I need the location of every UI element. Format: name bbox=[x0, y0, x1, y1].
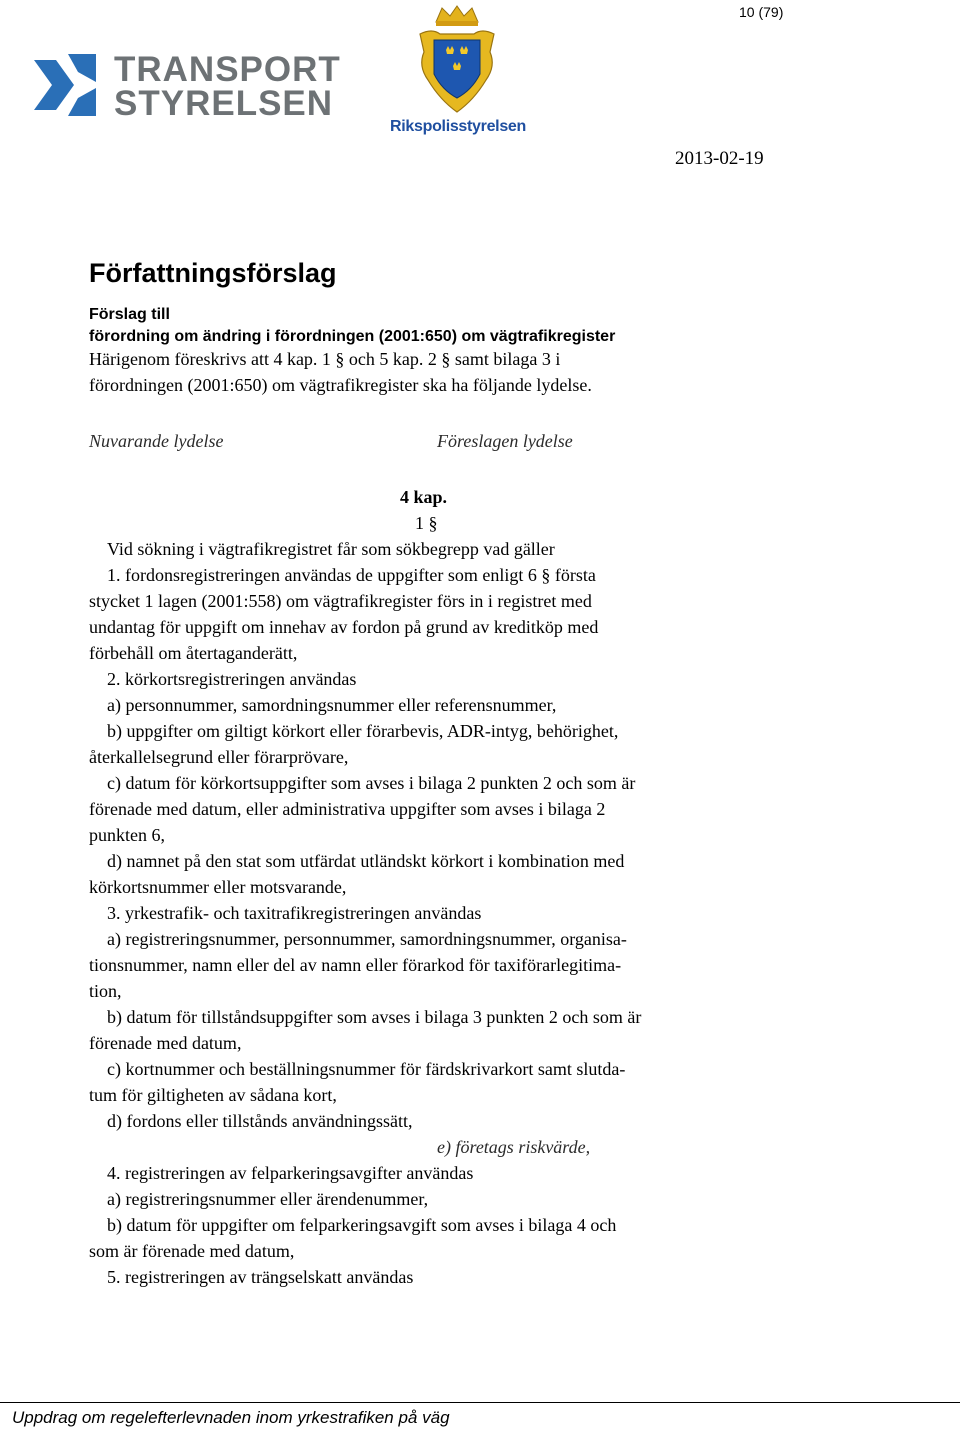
body-line: 3. yrkestrafik- och taxitrafikregistreringen användas bbox=[107, 903, 482, 923]
body-line: a) registreringsnummer, personnummer, samordningsnummer, organisa- bbox=[107, 929, 627, 949]
body-line: tum för giltigheten av sådana kort, bbox=[89, 1085, 337, 1105]
body-line: förbehåll om återtaganderätt, bbox=[89, 643, 298, 663]
intro-line: förordningen (2001:650) om vägtrafikregister ska ha följande lydelse. bbox=[89, 375, 592, 395]
proposal-name: förordning om ändring i förordningen (2001:650) om vägtrafikregister bbox=[89, 328, 616, 345]
proposed-addition-line: e) företags riskvärde, bbox=[437, 1137, 591, 1157]
body-line: 1. fordonsregistreringen användas de uppgifter som enligt 6 § första bbox=[107, 565, 596, 585]
transportstyrelsen-mark-icon bbox=[34, 54, 96, 116]
body-line: 4. registreringen av felparkeringsavgifter användas bbox=[107, 1163, 474, 1183]
body-line: tion, bbox=[89, 981, 122, 1001]
logo-word-transport: TRANSPORT bbox=[114, 50, 341, 89]
body-line: d) fordons eller tillstånds användningssätt, bbox=[107, 1111, 413, 1131]
rikspolisstyrelsen-logo bbox=[380, 4, 536, 140]
body-line: förenade med datum, bbox=[89, 1033, 242, 1053]
proposal-subtitle: Förslag till bbox=[89, 306, 170, 323]
logo-word-styrelsen: STYRELSEN bbox=[114, 84, 334, 123]
body-line: återkallelsegrund eller förarprövare, bbox=[89, 747, 349, 767]
body-line: 5. registreringen av trängselskatt användas bbox=[107, 1267, 414, 1287]
body-line: a) personnummer, samordningsnummer eller referensnummer, bbox=[107, 695, 557, 715]
body-line: 2. körkortsregistreringen användas bbox=[107, 669, 357, 689]
body-line: c) datum för körkortsuppgifter som avses i bilaga 2 punkten 2 och som är bbox=[107, 773, 636, 793]
body-line: b) uppgifter om giltigt körkort eller förarbevis, ADR-intyg, behörighet, bbox=[107, 721, 619, 741]
police-crest-icon bbox=[416, 4, 498, 116]
column-heading-proposed: Föreslagen lydelse bbox=[437, 431, 573, 451]
body-line: punkten 6, bbox=[89, 825, 165, 845]
body-line: tionsnummer, namn eller del av namn eller förarkod för taxiförarlegitima- bbox=[89, 955, 622, 975]
rikspolisstyrelsen-name: Rikspolisstyrelsen bbox=[390, 118, 526, 135]
body-line: undantag för uppgift om innehav av fordon på grund av kreditköp med bbox=[89, 617, 599, 637]
transportstyrelsen-logo bbox=[34, 50, 341, 123]
body-line: stycket 1 lagen (2001:558) om vägtrafikregister förs in i registret med bbox=[89, 591, 592, 611]
document-date: 2013-02-19 bbox=[675, 148, 764, 169]
body-line: b) datum för tillståndsuppgifter som avses i bilaga 3 punkten 2 och som är bbox=[107, 1007, 642, 1027]
section-heading: 1 § bbox=[415, 513, 438, 533]
body-line: d) namnet på den stat som utfärdat utländskt körkort i kombination med bbox=[107, 851, 625, 871]
footer-text: Uppdrag om regelefterlevnaden inom yrkestrafiken på väg bbox=[12, 1408, 450, 1427]
body-line: c) kortnummer och beställningsnummer för färdskrivarkort samt slutda- bbox=[107, 1059, 626, 1079]
body-line: Vid sökning i vägtrafikregistret får som sökbegrepp vad gäller bbox=[107, 539, 555, 559]
body-line: a) registreringsnummer eller ärendenummer, bbox=[107, 1189, 429, 1209]
intro-line: Härigenom föreskrivs att 4 kap. 1 § och 5 kap. 2 § samt bilaga 3 i bbox=[89, 349, 561, 369]
page-title: Författningsförslag bbox=[89, 258, 337, 288]
body-line: körkortsnummer eller motsvarande, bbox=[89, 877, 347, 897]
column-heading-current: Nuvarande lydelse bbox=[89, 431, 224, 451]
page-number: 10 (79) bbox=[739, 4, 784, 20]
body-line: förenade med datum, eller administrativa uppgifter som avses i bilaga 2 bbox=[89, 799, 606, 819]
footer-divider bbox=[0, 1402, 960, 1403]
body-line: som är förenade med datum, bbox=[89, 1241, 295, 1261]
body-line: b) datum för uppgifter om felparkeringsavgift som avses i bilaga 4 och bbox=[107, 1215, 617, 1235]
chapter-heading: 4 kap. bbox=[400, 487, 448, 507]
